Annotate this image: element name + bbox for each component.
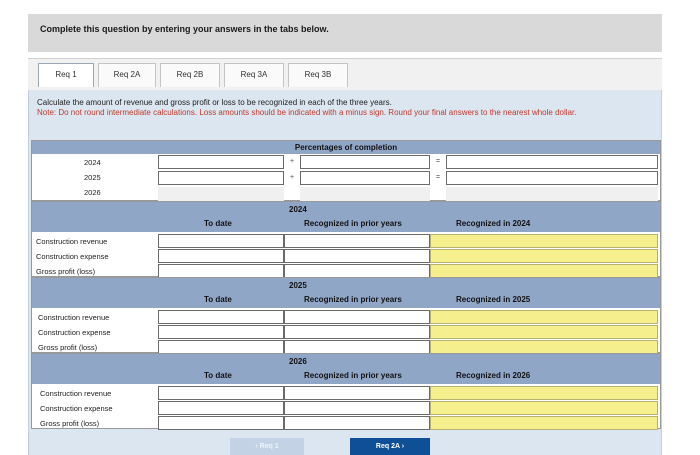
row-construction-revenue: Construction revenue xyxy=(38,313,110,322)
input-2026-expense-prior[interactable] xyxy=(284,401,430,415)
pct-row-2026-c xyxy=(446,187,658,201)
row-gross-profit: Gross profit (loss) xyxy=(38,343,98,352)
input-2025-expense-to-date[interactable] xyxy=(158,325,284,339)
input-2024-revenue-to-date[interactable] xyxy=(158,234,284,248)
instruction-note: Note: Do not round intermediate calculations. Loss amounts should be indicated with a minus sign. Round your final answers to the nearest whole dollar. xyxy=(37,108,577,117)
input-2026-revenue-current[interactable] xyxy=(430,386,658,400)
row-construction-revenue: Construction revenue xyxy=(36,237,108,246)
tab-req-1[interactable]: Req 1 xyxy=(38,63,94,87)
row-construction-expense: Construction expense xyxy=(36,252,109,261)
section-2024-year: 2024 xyxy=(289,205,307,214)
equals-sign-2025: = xyxy=(436,174,441,181)
tab-req-2a[interactable]: Req 2A xyxy=(98,63,156,87)
equals-sign-2024: = xyxy=(436,158,441,165)
pct-input-2025-b[interactable] xyxy=(300,171,430,185)
input-2024-profit-prior[interactable] xyxy=(284,264,430,278)
row-construction-revenue: Construction revenue xyxy=(40,389,112,398)
plus-sign-2024: + xyxy=(290,158,295,165)
chevron-right-icon: › xyxy=(401,443,405,450)
next-button-label: Req 2A xyxy=(375,443,400,450)
pct-input-2024-c[interactable] xyxy=(446,155,658,169)
section-2025 xyxy=(31,277,661,353)
section-2026-year: 2026 xyxy=(289,357,307,366)
pct-input-2024-a[interactable] xyxy=(158,155,284,169)
input-2025-revenue-prior[interactable] xyxy=(284,310,430,324)
question-header xyxy=(28,14,662,52)
percent-table xyxy=(31,140,661,201)
section-2025-year: 2025 xyxy=(289,281,307,290)
input-2024-profit-current[interactable] xyxy=(430,264,658,278)
input-2024-revenue-current[interactable] xyxy=(430,234,658,248)
col-prior-years: Recognized in prior years xyxy=(304,295,402,304)
year-2026-label: 2026 xyxy=(84,188,101,197)
pct-row-2026-a xyxy=(158,187,284,201)
input-2026-expense-current[interactable] xyxy=(430,401,658,415)
input-2026-revenue-prior[interactable] xyxy=(284,386,430,400)
row-gross-profit: Gross profit (loss) xyxy=(40,419,100,428)
row-construction-expense: Construction expense xyxy=(40,404,113,413)
input-2025-expense-prior[interactable] xyxy=(284,325,430,339)
instruction-text: Calculate the amount of revenue and gross profit or loss to be recognized in each of the three years. xyxy=(37,98,392,107)
percent-table-title: Percentages of completion xyxy=(32,141,660,154)
next-button[interactable] xyxy=(350,438,430,455)
col-prior-years: Recognized in prior years xyxy=(304,371,402,380)
question-panel xyxy=(28,90,662,455)
year-2025-label: 2025 xyxy=(84,173,101,182)
input-2024-expense-prior[interactable] xyxy=(284,249,430,263)
input-2026-profit-prior[interactable] xyxy=(284,416,430,430)
year-2024-label: 2024 xyxy=(84,158,101,167)
tab-req-3b[interactable]: Req 3B xyxy=(288,63,348,87)
tab-req-3a[interactable]: Req 3A xyxy=(224,63,284,87)
pct-input-2025-c[interactable] xyxy=(446,171,658,185)
input-2025-profit-prior[interactable] xyxy=(284,340,430,354)
input-2025-profit-to-date[interactable] xyxy=(158,340,284,354)
question-title: Complete this question by entering your answers in the tabs below. xyxy=(40,24,329,34)
input-2025-revenue-to-date[interactable] xyxy=(158,310,284,324)
row-construction-expense: Construction expense xyxy=(38,328,111,337)
pct-row-2026-b xyxy=(300,187,430,201)
input-2026-revenue-to-date[interactable] xyxy=(158,386,284,400)
col-current-year: Recognized in 2026 xyxy=(456,371,531,380)
pct-input-2025-a[interactable] xyxy=(158,171,284,185)
prev-button-label: Req 1 xyxy=(259,443,279,450)
tab-bar xyxy=(28,58,662,90)
prev-button[interactable] xyxy=(230,438,304,455)
input-2024-revenue-prior[interactable] xyxy=(284,234,430,248)
plus-sign-2025: + xyxy=(290,174,295,181)
row-gross-profit: Gross profit (loss) xyxy=(36,267,96,276)
chevron-left-icon: ‹ xyxy=(255,443,258,450)
input-2026-profit-to-date[interactable] xyxy=(158,416,284,430)
input-2025-profit-current[interactable] xyxy=(430,340,658,354)
col-to-date: To date xyxy=(204,371,232,380)
input-2024-expense-to-date[interactable] xyxy=(158,249,284,263)
section-2024 xyxy=(31,201,661,277)
pct-input-2024-b[interactable] xyxy=(300,155,430,169)
tab-req-2b[interactable]: Req 2B xyxy=(160,63,220,87)
input-2024-profit-to-date[interactable] xyxy=(158,264,284,278)
col-current-year: Recognized in 2024 xyxy=(456,219,531,228)
input-2024-expense-current[interactable] xyxy=(430,249,658,263)
section-2026 xyxy=(31,353,661,429)
col-prior-years: Recognized in prior years xyxy=(304,219,402,228)
col-to-date: To date xyxy=(204,295,232,304)
col-current-year: Recognized in 2025 xyxy=(456,295,531,304)
input-2025-revenue-current[interactable] xyxy=(430,310,658,324)
instructions xyxy=(37,98,655,118)
input-2026-profit-current[interactable] xyxy=(430,416,658,430)
col-to-date: To date xyxy=(204,219,232,228)
input-2026-expense-to-date[interactable] xyxy=(158,401,284,415)
input-2025-expense-current[interactable] xyxy=(430,325,658,339)
